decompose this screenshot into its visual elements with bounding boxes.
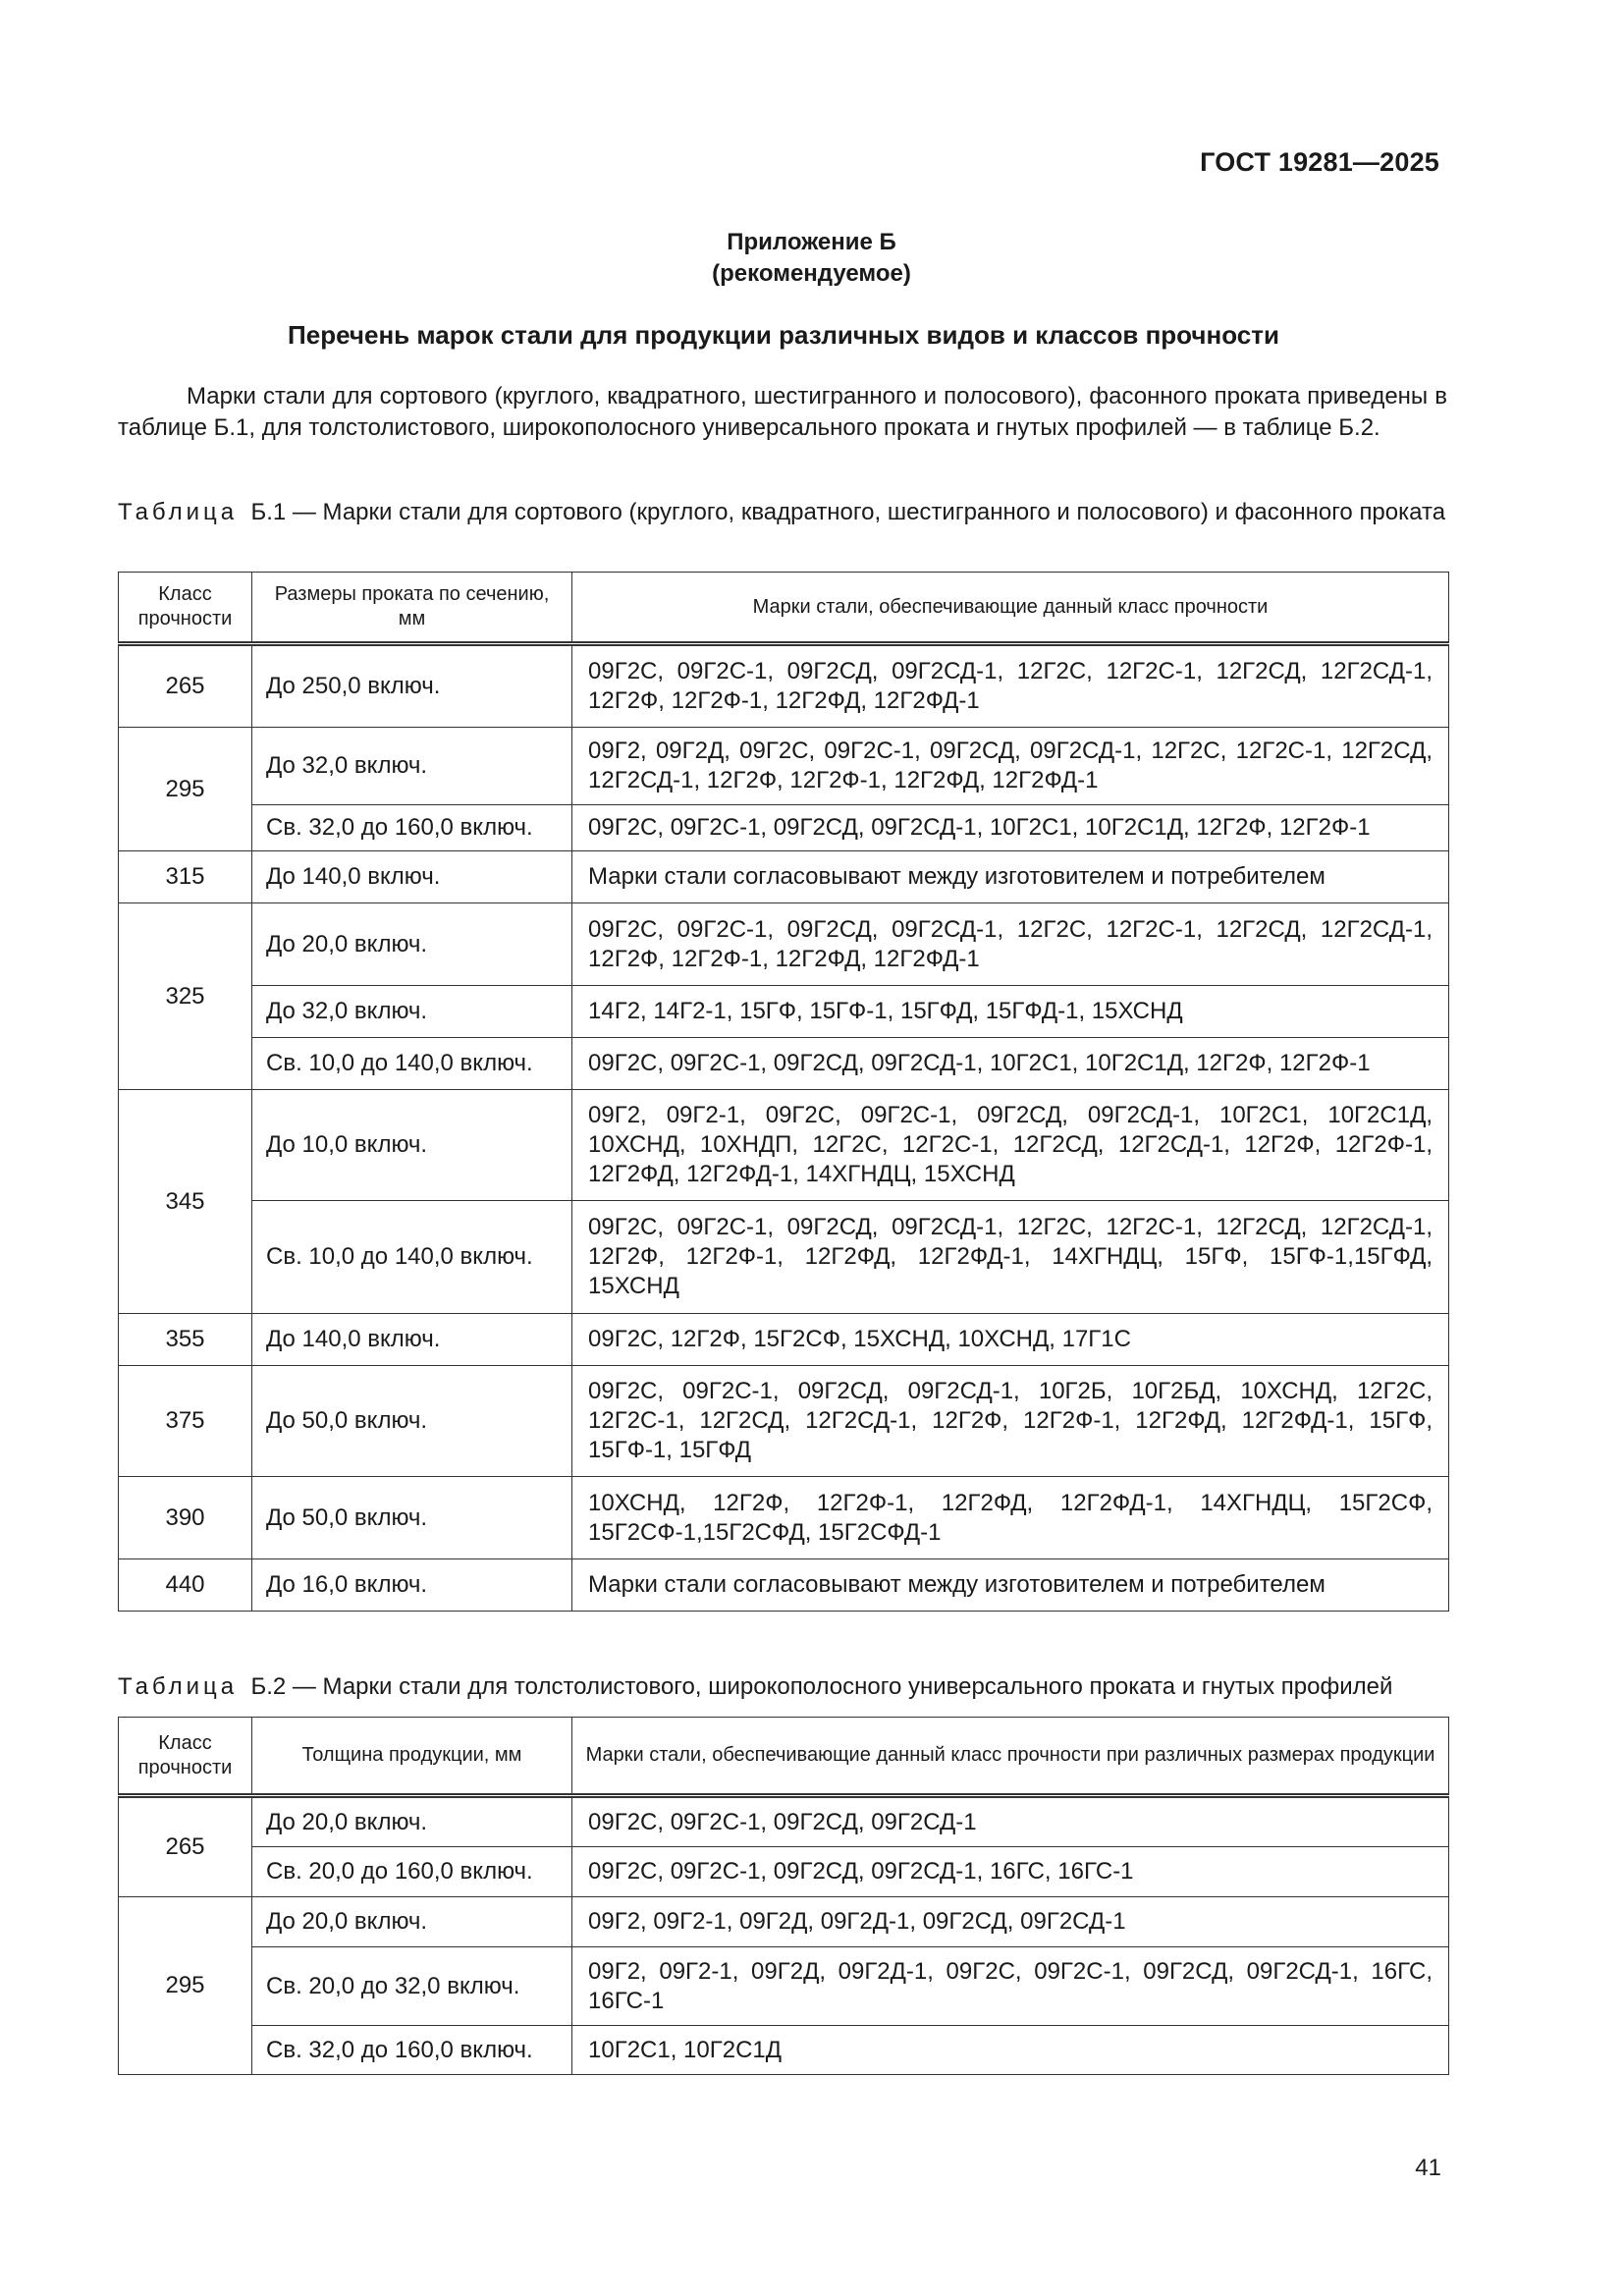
table-row bbox=[119, 644, 1449, 728]
appendix-title: Приложение Б bbox=[727, 229, 896, 255]
steel-grades-table-b2 bbox=[118, 1717, 1449, 2075]
table-row bbox=[119, 2026, 1449, 2075]
size-cell: До 50,0 включ. bbox=[252, 1366, 572, 1477]
grades-cell: 09Г2С, 09Г2С-1, 09Г2СД, 09Г2СД-1, 10Г2Б, 10Г2БД, 10ХСНД, 12Г2С, 12Г2С-1, 12Г2СД, 12Г2СД-1, 12Г2Ф, 12Г2Ф-1, 12Г2ФД, 12Г2ФД-1, 15ГФ, 15ГФ-1, 15ГФД bbox=[572, 1366, 1449, 1477]
size-cell: Св. 10,0 до 140,0 включ. bbox=[252, 1038, 572, 1090]
size-cell: До 140,0 включ. bbox=[252, 1314, 572, 1366]
size-cell: Св. 20,0 до 160,0 включ. bbox=[252, 1847, 572, 1897]
grades-cell: 09Г2С, 09Г2С-1, 09Г2СД, 09Г2СД-1, 12Г2С, 12Г2С-1, 12Г2СД, 12Г2СД-1, 12Г2Ф, 12Г2Ф-1, 12Г2ФД, 12Г2ФД-1 bbox=[572, 903, 1449, 986]
table-row bbox=[119, 728, 1449, 805]
grades-cell: 09Г2С, 09Г2С-1, 09Г2СД, 09Г2СД-1, 16ГС, 16ГС-1 bbox=[572, 1847, 1449, 1897]
appendix-subtitle: (рекомендуемое) bbox=[712, 260, 911, 287]
size-cell: До 250,0 включ. bbox=[252, 644, 572, 728]
grades-cell: 10ХСНД, 12Г2Ф, 12Г2Ф-1, 12Г2ФД, 12Г2ФД-1, 14ХГНДЦ, 15Г2СФ, 15Г2СФ-1,15Г2СФД, 15Г2СФД-1 bbox=[572, 1477, 1449, 1559]
class-cell: 325 bbox=[119, 903, 252, 1090]
class-cell: 345 bbox=[119, 1090, 252, 1314]
class-cell: 295 bbox=[119, 1897, 252, 2075]
table-header-row bbox=[119, 573, 1449, 644]
table-row bbox=[119, 1847, 1449, 1897]
grades-cell: 09Г2С, 09Г2С-1, 09Г2СД, 09Г2СД-1, 12Г2С, 12Г2С-1, 12Г2СД, 12Г2СД-1, 12Г2Ф, 12Г2Ф-1, 12Г2ФД, 12Г2ФД-1 bbox=[572, 644, 1449, 728]
table-row bbox=[119, 986, 1449, 1038]
table-row bbox=[119, 1314, 1449, 1366]
table1-caption bbox=[118, 498, 1447, 527]
size-cell: До 32,0 включ. bbox=[252, 986, 572, 1038]
grades-cell: 09Г2С, 09Г2С-1, 09Г2СД, 09Г2СД-1, 12Г2С, 12Г2С-1, 12Г2СД, 12Г2СД-1, 12Г2Ф, 12Г2Ф-1, 12Г2ФД, 12Г2ФД-1, 14ХГНДЦ, 15ГФ, 15ГФ-1,15ГФД, 15ХСНД bbox=[572, 1201, 1449, 1314]
table2-caption-word: Таблица bbox=[118, 1673, 239, 1700]
size-cell: До 32,0 включ. bbox=[252, 728, 572, 805]
grades-cell: 09Г2, 09Г2-1, 09Г2С, 09Г2С-1, 09Г2СД, 09Г2СД-1, 10Г2С1, 10Г2С1Д, 10ХСНД, 10ХНДП, 12Г2С, 12Г2С-1, 12Г2СД, 12Г2СД-1, 12Г2Ф, 12Г2Ф-1, 12Г2ФД, 12Г2ФД-1, 14ХГНДЦ, 15ХСНД bbox=[572, 1090, 1449, 1201]
table1-caption-text: Б.1 — Марки стали для сортового (круглого, квадратного, шестигранного и полосового) и фасонного проката bbox=[250, 499, 1446, 525]
table-row bbox=[119, 903, 1449, 986]
class-cell: 375 bbox=[119, 1366, 252, 1477]
column-header-class: Класс прочности bbox=[119, 1718, 252, 1796]
size-cell: Св. 10,0 до 140,0 включ. bbox=[252, 1201, 572, 1314]
grades-cell: Марки стали согласовывают между изготовителем и потребителем bbox=[572, 1559, 1449, 1612]
grades-cell: 09Г2С, 09Г2С-1, 09Г2СД, 09Г2СД-1 bbox=[572, 1796, 1449, 1847]
size-cell: До 20,0 включ. bbox=[252, 1897, 572, 1947]
size-cell: Св. 32,0 до 160,0 включ. bbox=[252, 2026, 572, 2075]
column-header-thickness: Толщина продукции, мм bbox=[252, 1718, 572, 1796]
column-header-class: Класс прочности bbox=[119, 573, 252, 644]
grades-cell: 09Г2С, 09Г2С-1, 09Г2СД, 09Г2СД-1, 10Г2С1, 10Г2С1Д, 12Г2Ф, 12Г2Ф-1 bbox=[572, 1038, 1449, 1090]
class-cell: 355 bbox=[119, 1314, 252, 1366]
size-cell: До 20,0 включ. bbox=[252, 1796, 572, 1847]
class-cell: 440 bbox=[119, 1559, 252, 1612]
size-cell: До 140,0 включ. bbox=[252, 851, 572, 903]
grades-cell: Марки стали согласовывают между изготовителем и потребителем bbox=[572, 851, 1449, 903]
grades-cell: 10Г2С1, 10Г2С1Д bbox=[572, 2026, 1449, 2075]
size-cell: До 10,0 включ. bbox=[252, 1090, 572, 1201]
table-row bbox=[119, 1477, 1449, 1559]
class-cell: 265 bbox=[119, 1796, 252, 1897]
intro-paragraph: Марки стали для сортового (круглого, квадратного, шестигранного и полосового), фасонного проката приведены в таблице Б.1, для толстолистового, широкополосного универсального проката и гнутых профилей — в таблице Б.2. bbox=[118, 383, 1447, 441]
table-row bbox=[119, 1897, 1449, 1947]
size-cell: До 20,0 включ. bbox=[252, 903, 572, 986]
steel-grades-table-b1 bbox=[118, 572, 1449, 1612]
size-cell: Св. 32,0 до 160,0 включ. bbox=[252, 805, 572, 851]
table2-caption bbox=[118, 1672, 1447, 1702]
table-row bbox=[119, 1366, 1449, 1477]
table-row bbox=[119, 1201, 1449, 1314]
page-number: 41 bbox=[1415, 2155, 1441, 2181]
class-cell: 390 bbox=[119, 1477, 252, 1559]
appendix-heading bbox=[0, 227, 1623, 290]
table-row bbox=[119, 1947, 1449, 2026]
column-header-grades: Марки стали, обеспечивающие данный класс прочности при различных размерах продукции bbox=[572, 1718, 1449, 1796]
column-header-grades: Марки стали, обеспечивающие данный класс прочности bbox=[572, 573, 1449, 644]
table-row bbox=[119, 805, 1449, 851]
class-cell: 265 bbox=[119, 644, 252, 728]
table-header-row bbox=[119, 1718, 1449, 1796]
grades-cell: 09Г2, 09Г2-1, 09Г2Д, 09Г2Д-1, 09Г2С, 09Г2С-1, 09Г2СД, 09Г2СД-1, 16ГС, 16ГС-1 bbox=[572, 1947, 1449, 2026]
column-header-size: Размеры проката по сечению, мм bbox=[252, 573, 572, 644]
grades-cell: 14Г2, 14Г2-1, 15ГФ, 15ГФ-1, 15ГФД, 15ГФД-1, 15ХСНД bbox=[572, 986, 1449, 1038]
table-row bbox=[119, 1559, 1449, 1612]
table2-caption-text: Б.2 — Марки стали для толстолистового, широкополосного универсального проката и гнутых профилей bbox=[250, 1673, 1393, 1700]
grades-cell: 09Г2, 09Г2-1, 09Г2Д, 09Г2Д-1, 09Г2СД, 09Г2СД-1 bbox=[572, 1897, 1449, 1947]
grades-cell: 09Г2С, 09Г2С-1, 09Г2СД, 09Г2СД-1, 10Г2С1, 10Г2С1Д, 12Г2Ф, 12Г2Ф-1 bbox=[572, 805, 1449, 851]
table-row bbox=[119, 1090, 1449, 1201]
class-cell: 315 bbox=[119, 851, 252, 903]
grades-cell: 09Г2С, 12Г2Ф, 15Г2СФ, 15ХСНД, 10ХСНД, 17Г1С bbox=[572, 1314, 1449, 1366]
size-cell: До 50,0 включ. bbox=[252, 1477, 572, 1559]
table-row bbox=[119, 1796, 1449, 1847]
size-cell: До 16,0 включ. bbox=[252, 1559, 572, 1612]
class-cell: 295 bbox=[119, 728, 252, 851]
grades-cell: 09Г2, 09Г2Д, 09Г2С, 09Г2С-1, 09Г2СД, 09Г2СД-1, 12Г2С, 12Г2С-1, 12Г2СД, 12Г2СД-1, 12Г2Ф, 12Г2Ф-1, 12Г2ФД, 12Г2ФД-1 bbox=[572, 728, 1449, 805]
table1-caption-word: Таблица bbox=[118, 499, 239, 525]
table-row bbox=[119, 851, 1449, 903]
document-header: ГОСТ 19281—2025 bbox=[1200, 147, 1439, 177]
section-title: Перечень марок стали для продукции различных видов и классов прочности bbox=[288, 320, 1279, 350]
size-cell: Св. 20,0 до 32,0 включ. bbox=[252, 1947, 572, 2026]
table-row bbox=[119, 1038, 1449, 1090]
